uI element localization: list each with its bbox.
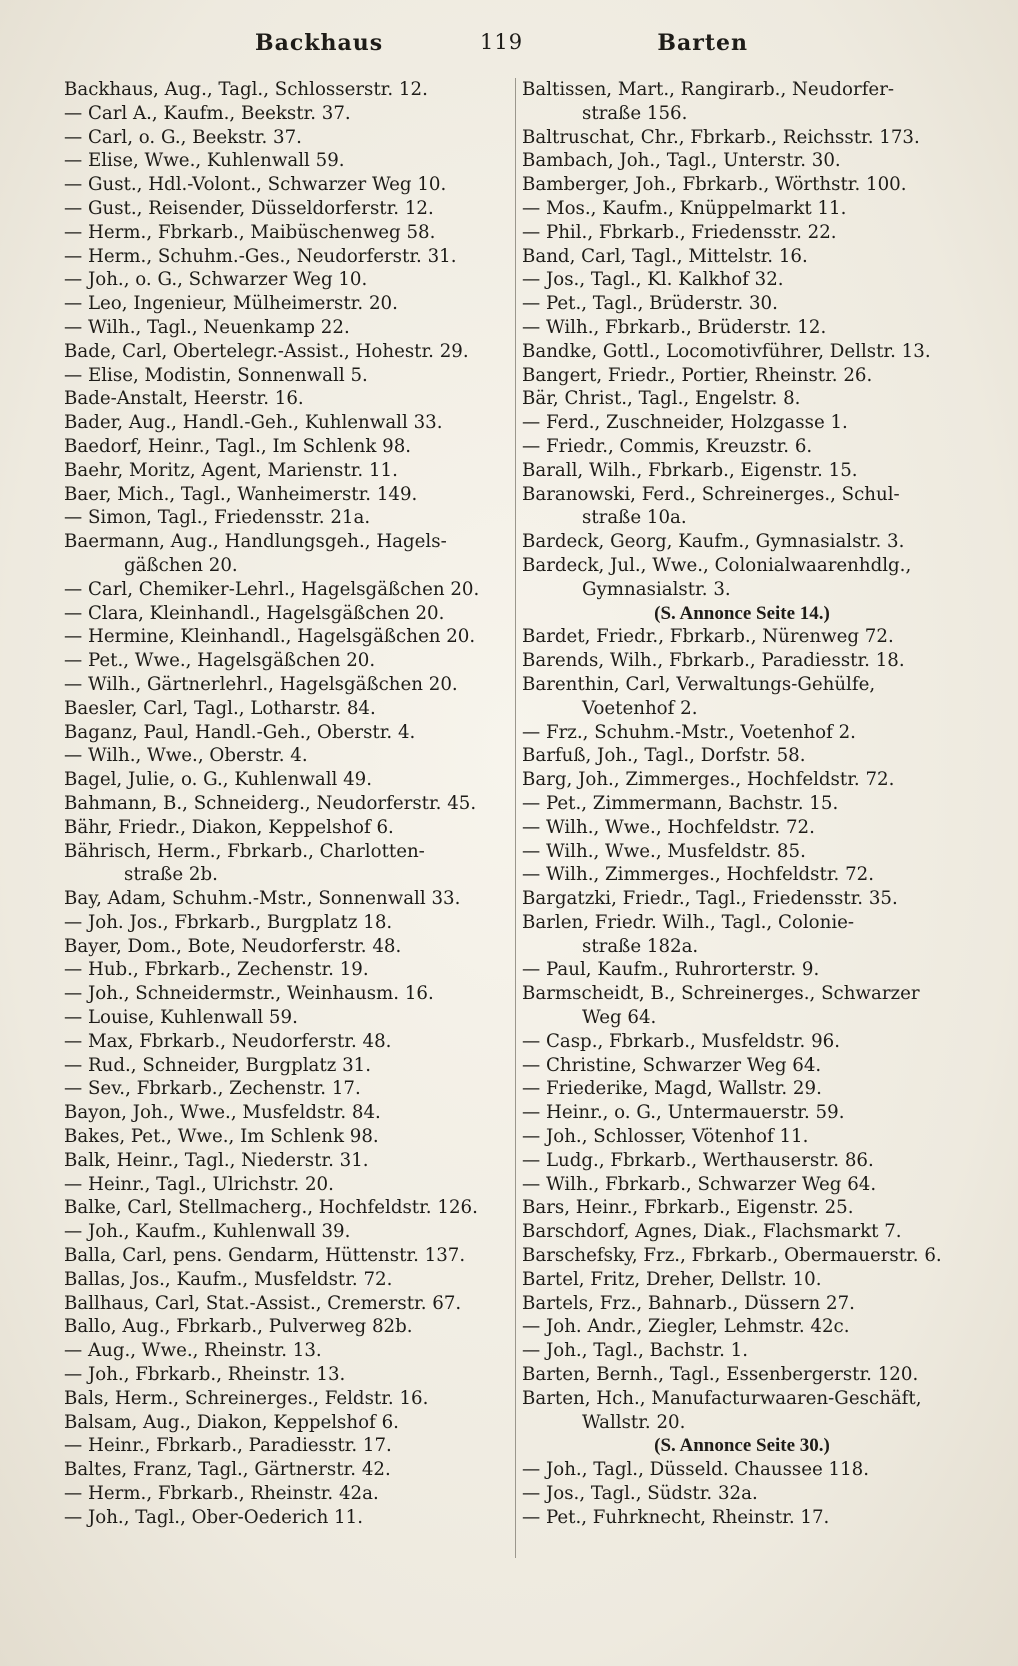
directory-entry: Bay, Adam, Schuhm.-Mstr., Sonnenwall 33. — [64, 888, 461, 910]
directory-entry: — Ferd., Zuschneider, Holzgasse 1. — [522, 412, 848, 434]
directory-entry: — Carl, Chemiker-Lehrl., Hagelsgäßchen 20. — [64, 578, 480, 600]
directory-entry: — Max, Fbrkarb., Neudorferstr. 48. — [64, 1030, 392, 1052]
directory-entry: Balk, Heinr., Tagl., Niederstr. 31. — [64, 1149, 369, 1171]
directory-entry: Baranowski, Ferd., Schreinerges., Schul- — [522, 483, 900, 505]
directory-entry: Bardet, Friedr., Fbrkarb., Nürenweg 72. — [522, 626, 894, 648]
page-number: 119 — [480, 30, 524, 54]
directory-entry: Wallstr. 20. — [582, 1411, 686, 1433]
directory-entry: — Herm., Schuhm.-Ges., Neudorferstr. 31. — [64, 245, 457, 267]
directory-entry: Bade, Carl, Obertelegr.-Assist., Hohestr. 29. — [64, 340, 469, 362]
directory-entry: Balla, Carl, pens. Gendarm, Hüttenstr. 137. — [64, 1245, 466, 1267]
directory-entry: — Wilh., Fbrkarb., Schwarzer Weg 64. — [522, 1173, 877, 1195]
directory-entry: Bandke, Gottl., Locomotivführer, Dellstr. 13. — [522, 340, 931, 362]
right-column — [522, 78, 962, 1530]
directory-entry: Baermann, Aug., Handlungsgeh., Hagels- — [64, 531, 447, 553]
annonce-reference: (S. Annonce Seite 30.) — [654, 1435, 830, 1457]
directory-entry: Bayon, Joh., Wwe., Musfeldstr. 84. — [64, 1102, 381, 1124]
directory-entry: straße 182a. — [582, 935, 699, 957]
directory-entry: Bardeck, Georg, Kaufm., Gymnasialstr. 3. — [522, 531, 905, 553]
directory-entry: Bamberger, Joh., Fbrkarb., Wörthstr. 100. — [522, 174, 907, 196]
directory-entry: Voetenhof 2. — [582, 697, 698, 719]
directory-entry: — Carl A., Kaufm., Beekstr. 37. — [64, 102, 351, 124]
directory-entry: Barfuß, Joh., Tagl., Dorfstr. 58. — [522, 745, 806, 767]
directory-entry: Baedorf, Heinr., Tagl., Im Schlenk 98. — [64, 435, 412, 457]
directory-entry: — Carl, o. G., Beekstr. 37. — [64, 126, 302, 148]
directory-entry: Gymnasialstr. 3. — [582, 578, 731, 600]
directory-entry: — Heinr., Tagl., Ulrichstr. 20. — [64, 1173, 334, 1195]
directory-entry: — Friedr., Commis, Kreuzstr. 6. — [522, 435, 813, 457]
directory-entry: — Friederike, Magd, Wallstr. 29. — [522, 1078, 822, 1100]
directory-entry: Bayer, Dom., Bote, Neudorferstr. 48. — [64, 935, 402, 957]
directory-entry: Bals, Herm., Schreinerges., Feldstr. 16. — [64, 1387, 429, 1409]
directory-entry: — Clara, Kleinhandl., Hagelsgäßchen 20. — [64, 602, 445, 624]
directory-entry: Baltes, Franz, Tagl., Gärtnerstr. 42. — [64, 1459, 391, 1481]
directory-entry: — Joh., Tagl., Ober-Oederich 11. — [64, 1506, 363, 1528]
directory-entry: Barmscheidt, B., Schreinerges., Schwarzer — [522, 983, 920, 1005]
directory-entry: — Phil., Fbrkarb., Friedensstr. 22. — [522, 221, 837, 243]
directory-entry: — Rud., Schneider, Burgplatz 31. — [64, 1054, 371, 1076]
directory-entry: Baltruschat, Chr., Fbrkarb., Reichsstr. 173. — [522, 126, 920, 148]
directory-entry: Bars, Heinr., Fbrkarb., Eigenstr. 25. — [522, 1197, 854, 1219]
directory-entry: Baltissen, Mart., Rangirarb., Neudorfer- — [522, 79, 895, 100]
directory-entry: — Paul, Kaufm., Ruhrorterstr. 9. — [522, 959, 820, 981]
header-left-keyword: Backhaus — [255, 30, 384, 56]
directory-entry: — Elise, Wwe., Kuhlenwall 59. — [64, 150, 345, 172]
directory-entry: — Heinr., o. G., Untermauerstr. 59. — [522, 1102, 845, 1124]
directory-entry: Bährisch, Herm., Fbrkarb., Charlotten- — [64, 840, 425, 862]
directory-entry: Bär, Christ., Tagl., Engelstr. 8. — [522, 388, 801, 410]
directory-entry: — Gust., Hdl.-Volont., Schwarzer Weg 10. — [64, 174, 447, 196]
directory-entry: — Pet., Wwe., Hagelsgäßchen 20. — [64, 650, 376, 672]
directory-entry: — Joh., Schlosser, Vötenhof 11. — [522, 1126, 809, 1148]
directory-entry: straße 2b. — [124, 864, 218, 886]
directory-entry: — Gust., Reisender, Düsseldorferstr. 12. — [64, 197, 434, 219]
directory-entry: — Simon, Tagl., Friedensstr. 21a. — [64, 507, 371, 529]
directory-entry: Bahmann, B., Schneiderg., Neudorferstr. 45. — [64, 792, 477, 814]
directory-entry: — Elise, Modistin, Sonnenwall 5. — [64, 364, 368, 386]
directory-entry: — Jos., Tagl., Südstr. 32a. — [522, 1483, 758, 1505]
directory-entry: Baganz, Paul, Handl.-Geh., Oberstr. 4. — [64, 721, 416, 743]
page-header — [60, 30, 968, 66]
directory-entry: Barten, Bernh., Tagl., Essenbergerstr. 120. — [522, 1364, 919, 1386]
directory-entry: Barg, Joh., Zimmerges., Hochfeldstr. 72. — [522, 769, 895, 791]
directory-entry: Bade-Anstalt, Heerstr. 16. — [64, 388, 304, 410]
directory-entry: — Aug., Wwe., Rheinstr. 13. — [64, 1340, 322, 1362]
directory-entry: — Joh., Tagl., Bachstr. 1. — [522, 1340, 748, 1362]
directory-entry: — Wilh., Tagl., Neuenkamp 22. — [64, 316, 350, 338]
directory-entry: — Wilh., Wwe., Hochfeldstr. 72. — [522, 816, 815, 838]
directory-entry: — Herm., Fbrkarb., Maibüschenweg 58. — [64, 221, 436, 243]
left-column — [64, 78, 496, 1530]
directory-entry: Ballhaus, Carl, Stat.-Assist., Cremerstr. 67. — [64, 1292, 462, 1314]
header-right-keyword: Barten — [657, 30, 748, 56]
directory-entry: — Wilh., Fbrkarb., Brüderstr. 12. — [522, 316, 827, 338]
directory-entry: — Hub., Fbrkarb., Zechenstr. 19. — [64, 959, 369, 981]
directory-entry: Bargatzki, Friedr., Tagl., Friedensstr. 35. — [522, 888, 898, 910]
directory-entry: — Joh., Fbrkarb., Rheinstr. 13. — [64, 1364, 346, 1386]
directory-entry: Weg 64. — [582, 1007, 657, 1029]
directory-entry: — Leo, Ingenieur, Mülheimerstr. 20. — [64, 293, 398, 315]
directory-entry: Barlen, Friedr. Wilh., Tagl., Colonie- — [522, 911, 855, 933]
directory-entry: — Casp., Fbrkarb., Musfeldstr. 96. — [522, 1030, 840, 1052]
directory-entry: Bagel, Julie, o. G., Kuhlenwall 49. — [64, 769, 373, 791]
directory-entry: — Wilh., Gärtnerlehrl., Hagelsgäßchen 20. — [64, 673, 458, 695]
directory-entry: Bader, Aug., Handl.-Geh., Kuhlenwall 33. — [64, 412, 443, 434]
directory-entry: — Sev., Fbrkarb., Zechenstr. 17. — [64, 1078, 361, 1100]
directory-entry: straße 156. — [582, 102, 688, 124]
annonce-reference: (S. Annonce Seite 14.) — [654, 602, 830, 624]
directory-entry: — Jos., Tagl., Kl. Kalkhof 32. — [522, 269, 784, 291]
directory-entry: Barenthin, Carl, Verwaltungs-Gehülfe, — [522, 673, 876, 695]
directory-entry: — Joh., o. G., Schwarzer Weg 10. — [64, 269, 368, 291]
directory-entry: — Pet., Tagl., Brüderstr. 30. — [522, 293, 778, 315]
directory-entry: Balke, Carl, Stellmacherg., Hochfeldstr. 126. — [64, 1197, 478, 1219]
directory-entry: — Mos., Kaufm., Knüppelmarkt 11. — [522, 197, 847, 219]
directory-entry: Bardeck, Jul., Wwe., Colonialwaarenhdlg., — [522, 554, 912, 576]
directory-entry: — Frz., Schuhm.-Mstr., Voetenhof 2. — [522, 721, 856, 743]
directory-entry: Bakes, Pet., Wwe., Im Schlenk 98. — [64, 1126, 379, 1148]
directory-entry: — Wilh., Wwe., Musfeldstr. 85. — [522, 840, 806, 862]
directory-entry: — Joh. Jos., Fbrkarb., Burgplatz 18. — [64, 911, 393, 933]
directory-entry: — Louise, Kuhlenwall 59. — [64, 1007, 298, 1029]
directory-entry: — Joh., Tagl., Düsseld. Chaussee 118. — [522, 1459, 870, 1481]
directory-entry: — Pet., Fuhrknecht, Rheinstr. 17. — [522, 1506, 830, 1528]
directory-entry: Bambach, Joh., Tagl., Unterstr. 30. — [522, 150, 841, 172]
directory-entry: Barends, Wilh., Fbrkarb., Paradiesstr. 18. — [522, 650, 905, 672]
column-divider — [515, 78, 516, 1558]
directory-entry: Barall, Wilh., Fbrkarb., Eigenstr. 15. — [522, 459, 858, 481]
directory-entry: Bartels, Frz., Bahnarb., Düssern 27. — [522, 1292, 855, 1314]
directory-entry: — Hermine, Kleinhandl., Hagelsgäßchen 20. — [64, 626, 476, 648]
directory-entry: Backhaus, Aug., Tagl., Schlosserstr. 12. — [64, 79, 428, 100]
directory-entry: — Joh., Kaufm., Kuhlenwall 39. — [64, 1221, 351, 1243]
directory-entry: Band, Carl, Tagl., Mittelstr. 16. — [522, 245, 808, 267]
directory-entry: straße 10a. — [582, 507, 687, 529]
directory-entry: — Pet., Zimmermann, Bachstr. 15. — [522, 792, 839, 814]
directory-entry: Bartel, Fritz, Dreher, Dellstr. 10. — [522, 1268, 822, 1290]
directory-entry: Baehr, Moritz, Agent, Marienstr. 11. — [64, 459, 398, 481]
directory-entry: Baer, Mich., Tagl., Wanheimerstr. 149. — [64, 483, 418, 505]
directory-entry: Barten, Hch., Manufacturwaaren-Geschäft, — [522, 1387, 922, 1409]
directory-entry: — Joh. Andr., Ziegler, Lehmstr. 42c. — [522, 1316, 850, 1338]
directory-entry: gäßchen 20. — [124, 554, 238, 576]
directory-entry: Bähr, Friedr., Diakon, Keppelshof 6. — [64, 816, 394, 838]
directory-entry: — Herm., Fbrkarb., Rheinstr. 42a. — [64, 1483, 379, 1505]
directory-entry: — Christine, Schwarzer Weg 64. — [522, 1054, 822, 1076]
directory-entry: — Wilh., Zimmerges., Hochfeldstr. 72. — [522, 864, 875, 886]
directory-entry: Balsam, Aug., Diakon, Keppelshof 6. — [64, 1411, 399, 1433]
directory-entry: Ballas, Jos., Kaufm., Musfeldstr. 72. — [64, 1268, 393, 1290]
directory-entry: Barschdorf, Agnes, Diak., Flachsmarkt 7. — [522, 1221, 902, 1243]
directory-entry: Ballo, Aug., Fbrkarb., Pulverweg 82b. — [64, 1316, 413, 1338]
directory-entry: — Heinr., Fbrkarb., Paradiesstr. 17. — [64, 1435, 392, 1457]
directory-entry: Bangert, Friedr., Portier, Rheinstr. 26. — [522, 364, 873, 386]
directory-entry: Baesler, Carl, Tagl., Lotharstr. 84. — [64, 697, 376, 719]
directory-entry: Barschefsky, Frz., Fbrkarb., Obermauerstr. 6. — [522, 1245, 942, 1267]
directory-entry: — Ludg., Fbrkarb., Werthauserstr. 86. — [522, 1149, 874, 1171]
directory-entry: — Joh., Schneidermstr., Weinhausm. 16. — [64, 983, 434, 1005]
directory-entry: — Wilh., Wwe., Oberstr. 4. — [64, 745, 308, 767]
